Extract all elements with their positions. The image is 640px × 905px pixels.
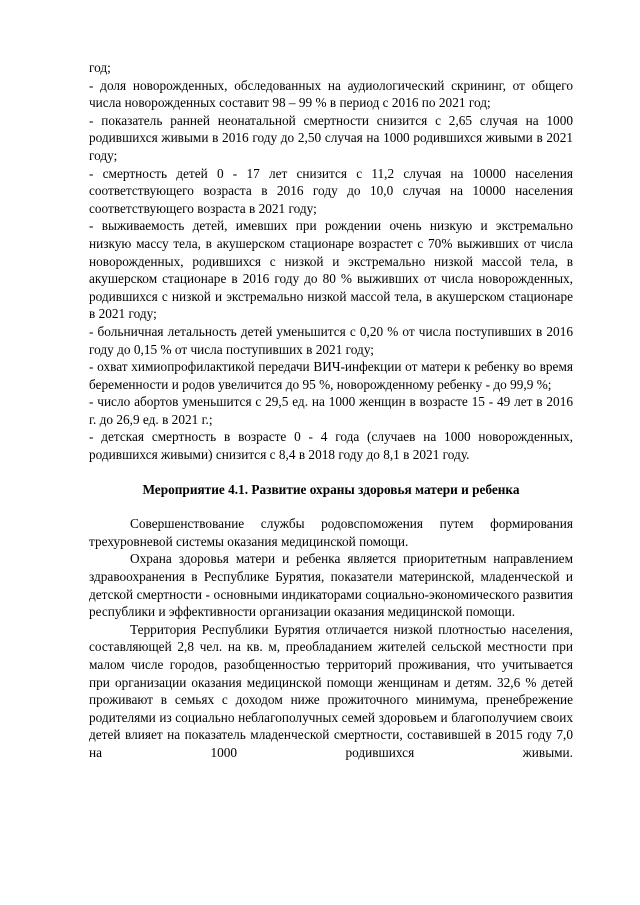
list-item: - охват химиопрофилактикой передачи ВИЧ-инфекции от матери к ребенку во время беременности и родов увеличится до 95 %, новорожденному ребенку - до 99,9 %; [89, 359, 573, 392]
list-item: - доля новорожденных, обследованных на аудиологический скрининг, от общего числа новорожденных составит 98 – 99 % в период с 2016 по 2021 год; [89, 77, 573, 111]
section-body [89, 515, 573, 761]
list-item: - число абортов уменьшится с 29,5 ед. на 1000 женщин в возрасте 15 - 49 лет в 2016 г. до 26,9 ед. в 2021 г.; [89, 394, 573, 427]
list-item: - детская смертность в возрасте 0 - 4 года (случаев на 1000 новорожденных, родившихся живыми) снизится с 8,4 в 2018 году до 8,1 в 2021 году. [89, 429, 573, 463]
list-item: - показатель ранней неонатальной смертности снизится с 2,65 случая на 1000 родившихся живыми в 2016 году до 2,50 случая на 1000 родившихся живыми в 2021 году; [89, 112, 573, 163]
indicator-list [89, 59, 573, 464]
document-page [89, 59, 573, 762]
list-item: - больничная летальность детей уменьшится с 0,20 % от числа поступивших в 2016 году до 0,15 % от числа поступивших в 2021 году; [89, 323, 573, 357]
list-item: год; [89, 60, 111, 75]
list-item: - смертность детей 0 - 17 лет снизится с 11,2 случая на 10000 населения соответствующего возраста в 2016 году до 10,0 случая на 10000 населения соответствующего возраста в 2021 году; [89, 165, 573, 216]
paragraph: Охрана здоровья матери и ребенка является приоритетным направлением здравоохранения в Республике Бурятия, показатели материнской, младенческой и детской смертности - основными индикаторами социально-экономического развития республики и эффективности организации оказания медицинской помощи. [89, 551, 573, 620]
paragraph: Территория Республики Бурятия отличается низкой плотностью населения, составляющей 2,8 чел. на кв. м, преобладанием жителей сельской местности при малом числе городов, разобщенностью территорий проживания, что учитывается при организации оказания медицинской помощи женщинам и детям. 32,6 % детей проживают в семьях с доходом ниже прожиточного минимума, пренебрежение родителями из социально неблагополучных семей здоровьем и благополучием своих детей влияет на показатель младенческой смертности, составившей в 2015 году 7,0 на 1000 родившихся живыми. [89, 621, 573, 760]
paragraph: Совершенствование службы родовспоможения путем формирования трехуровневой системы оказания медицинской помощи. [89, 516, 573, 549]
section-heading: Мероприятие 4.1. Развитие охраны здоровья матери и ребенка [142, 481, 520, 497]
list-item: - выживаемость детей, имевших при рождении очень низкую и экстремально низкую массу тела, в акушерском стационаре возрастет с 70% выживших от числа новорожденных, родившихся с низкой и экстремально низкой массой тела, в акушерском стационаре в 2016 году до 80 % выживших от числа новорожденных, родившихся с низкой и экстремально низкой массой тела, в акушерском стационаре в 2021 году; [89, 218, 573, 322]
